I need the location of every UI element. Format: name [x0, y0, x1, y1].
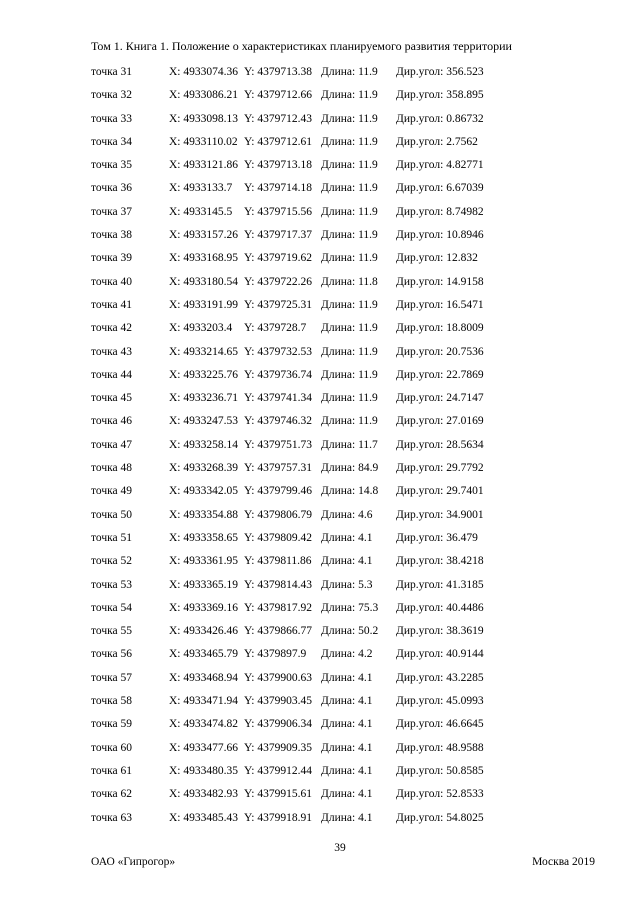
point-x: X: 4933482.93 — [169, 788, 238, 801]
point-row — [91, 320, 611, 343]
point-x: X: 4933485.43 — [169, 811, 238, 824]
point-angle: Дир.угол: 41.3185 — [396, 578, 484, 591]
point-name: точка 42 — [91, 322, 133, 335]
point-y: Y: 4379900.63 — [244, 671, 312, 684]
point-length: Длина: 4.1 — [321, 555, 373, 568]
point-row — [91, 250, 611, 273]
point-row — [91, 367, 611, 390]
point-length: Длина: 11.9 — [321, 322, 378, 335]
point-length: Длина: 14.8 — [321, 485, 379, 498]
point-y: Y: 4379741.34 — [244, 392, 312, 405]
point-y: Y: 4379809.42 — [244, 531, 312, 544]
point-name: точка 44 — [91, 368, 133, 381]
point-angle: Дир.угол: 27.0169 — [396, 415, 484, 428]
point-y: Y: 4379806.79 — [244, 508, 312, 521]
point-x: X: 4933342.05 — [169, 485, 238, 498]
point-name: точка 53 — [91, 578, 133, 591]
point-y: Y: 4379757.31 — [244, 462, 312, 475]
point-angle: Дир.угол: 16.5471 — [396, 298, 484, 311]
point-angle: Дир.угол: 8.74982 — [396, 205, 484, 218]
point-name: точка 41 — [91, 298, 133, 311]
point-x: X: 4933369.16 — [169, 601, 238, 614]
point-name: точка 60 — [91, 741, 133, 754]
point-angle: Дир.угол: 46.6645 — [396, 718, 484, 731]
points-list — [91, 64, 611, 833]
point-row — [91, 530, 611, 553]
point-angle: Дир.угол: 29.7792 — [396, 462, 484, 475]
point-row — [91, 670, 611, 693]
point-x: X: 4933086.21 — [169, 89, 238, 102]
point-angle: Дир.угол: 54.8025 — [396, 811, 484, 824]
point-length: Длина: 4.1 — [321, 531, 373, 544]
point-name: точка 46 — [91, 415, 133, 428]
point-row — [91, 600, 611, 623]
point-x: X: 4933236.71 — [169, 392, 238, 405]
point-angle: Дир.угол: 34.9001 — [396, 508, 484, 521]
point-x: X: 4933133.7 — [169, 182, 233, 195]
point-length: Длина: 4.6 — [321, 508, 373, 521]
point-length: Длина: 75.3 — [321, 601, 379, 614]
point-name: точка 62 — [91, 788, 133, 801]
point-x: X: 4933480.35 — [169, 764, 238, 777]
point-name: точка 33 — [91, 112, 133, 125]
point-row — [91, 786, 611, 809]
point-row — [91, 693, 611, 716]
point-row — [91, 64, 611, 87]
point-name: точка 47 — [91, 438, 133, 451]
point-name: точка 32 — [91, 89, 133, 102]
point-row — [91, 204, 611, 227]
point-name: точка 57 — [91, 671, 133, 684]
point-length: Длина: 11.9 — [321, 345, 378, 358]
point-name: точка 52 — [91, 555, 133, 568]
point-angle: Дир.угол: 14.9158 — [396, 275, 484, 288]
point-y: Y: 4379918.91 — [244, 811, 312, 824]
point-length: Длина: 11.9 — [321, 112, 378, 125]
point-angle: Дир.угол: 40.4486 — [396, 601, 484, 614]
footer-organization: ОАО «Гипрогор» — [91, 856, 176, 868]
point-length: Длина: 11.9 — [321, 229, 378, 242]
point-y: Y: 4379915.61 — [244, 788, 312, 801]
point-angle: Дир.угол: 40.9144 — [396, 648, 484, 661]
point-row — [91, 180, 611, 203]
point-length: Длина: 4.1 — [321, 788, 373, 801]
point-y: Y: 4379903.45 — [244, 695, 312, 708]
point-y: Y: 4379866.77 — [244, 625, 312, 638]
point-y: Y: 4379713.38 — [244, 66, 312, 78]
point-name: точка 51 — [91, 531, 133, 544]
point-length: Длина: 4.1 — [321, 718, 373, 731]
point-y: Y: 4379799.46 — [244, 485, 312, 498]
point-row — [91, 87, 611, 110]
point-name: точка 50 — [91, 508, 133, 521]
point-length: Длина: 11.9 — [321, 368, 378, 381]
point-name: точка 54 — [91, 601, 133, 614]
point-name: точка 36 — [91, 182, 133, 195]
point-row — [91, 111, 611, 134]
point-y: Y: 4379725.31 — [244, 298, 312, 311]
point-y: Y: 4379722.26 — [244, 275, 312, 288]
point-y: Y: 4379714.18 — [244, 182, 312, 195]
point-y: Y: 4379712.66 — [244, 89, 312, 102]
point-angle: Дир.угол: 45.0993 — [396, 695, 484, 708]
point-x: X: 4933203.4 — [169, 322, 233, 335]
point-y: Y: 4379728.7 — [244, 322, 307, 335]
footer-city-year: Москва 2019 — [532, 856, 595, 868]
point-angle: Дир.угол: 4.82771 — [396, 159, 484, 172]
point-x: X: 4933477.66 — [169, 741, 238, 754]
point-x: X: 4933471.94 — [169, 695, 238, 708]
point-name: точка 34 — [91, 135, 133, 148]
point-angle: Дир.угол: 358.895 — [396, 89, 484, 102]
point-row — [91, 437, 611, 460]
point-row — [91, 134, 611, 157]
point-row — [91, 297, 611, 320]
point-y: Y: 4379897.9 — [244, 648, 307, 661]
point-name: точка 56 — [91, 648, 133, 661]
point-name: точка 31 — [91, 66, 133, 78]
point-x: X: 4933268.39 — [169, 462, 238, 475]
point-name: точка 39 — [91, 252, 133, 265]
point-x: X: 4933358.65 — [169, 531, 238, 544]
page-number: 39 — [334, 842, 346, 854]
point-y: Y: 4379814.43 — [244, 578, 312, 591]
point-angle: Дир.угол: 12.832 — [396, 252, 478, 265]
point-length: Длина: 84.9 — [321, 462, 379, 475]
point-angle: Дир.угол: 18.8009 — [396, 322, 484, 335]
point-angle: Дир.угол: 38.3619 — [396, 625, 484, 638]
point-x: X: 4933098.13 — [169, 112, 238, 125]
point-y: Y: 4379732.53 — [244, 345, 312, 358]
point-y: Y: 4379811.86 — [244, 555, 312, 568]
point-length: Длина: 4.1 — [321, 695, 373, 708]
point-length: Длина: 4.2 — [321, 648, 373, 661]
point-x: X: 4933074.36 — [169, 66, 238, 78]
point-y: Y: 4379736.74 — [244, 368, 312, 381]
point-angle: Дир.угол: 2.7562 — [396, 135, 478, 148]
point-y: Y: 4379717.37 — [244, 229, 312, 242]
point-x: X: 4933365.19 — [169, 578, 238, 591]
point-length: Длина: 4.1 — [321, 764, 373, 777]
point-x: X: 4933225.76 — [169, 368, 238, 381]
point-x: X: 4933110.02 — [169, 135, 238, 148]
point-y: Y: 4379712.43 — [244, 112, 312, 125]
point-length: Длина: 11.9 — [321, 135, 378, 148]
point-name: точка 37 — [91, 205, 133, 218]
point-y: Y: 4379751.73 — [244, 438, 312, 451]
point-y: Y: 4379712.61 — [244, 135, 312, 148]
point-y: Y: 4379817.92 — [244, 601, 312, 614]
point-length: Длина: 11.9 — [321, 298, 378, 311]
point-row — [91, 274, 611, 297]
point-x: X: 4933145.5 — [169, 205, 233, 218]
point-name: точка 59 — [91, 718, 133, 731]
point-name: точка 61 — [91, 764, 133, 777]
point-length: Длина: 11.9 — [321, 89, 378, 102]
point-y: Y: 4379713.18 — [244, 159, 312, 172]
point-length: Длина: 11.9 — [321, 159, 378, 172]
point-x: X: 4933258.14 — [169, 438, 238, 451]
point-x: X: 4933180.54 — [169, 275, 238, 288]
point-name: точка 48 — [91, 462, 133, 475]
point-row — [91, 810, 611, 833]
point-row — [91, 740, 611, 763]
point-row — [91, 623, 611, 646]
point-name: точка 55 — [91, 625, 133, 638]
point-angle: Дир.угол: 36.479 — [396, 531, 478, 544]
point-x: X: 4933354.88 — [169, 508, 238, 521]
point-x: X: 4933361.95 — [169, 555, 238, 568]
point-name: точка 58 — [91, 695, 133, 708]
point-length: Длина: 11.9 — [321, 182, 378, 195]
point-y: Y: 4379715.56 — [244, 205, 312, 218]
point-y: Y: 4379746.32 — [244, 415, 312, 428]
point-x: X: 4933474.82 — [169, 718, 238, 731]
point-name: точка 35 — [91, 159, 133, 172]
point-length: Длина: 11.9 — [321, 205, 378, 218]
point-row — [91, 553, 611, 576]
point-y: Y: 4379719.62 — [244, 252, 312, 265]
point-angle: Дир.угол: 52.8533 — [396, 788, 484, 801]
point-x: X: 4933168.95 — [169, 252, 238, 265]
point-y: Y: 4379906.34 — [244, 718, 312, 731]
page-header: Том 1. Книга 1. Положение о характеристиках планируемого развития территории — [91, 39, 512, 53]
point-name: точка 40 — [91, 275, 133, 288]
point-name: точка 63 — [91, 811, 133, 824]
point-row — [91, 227, 611, 250]
point-row — [91, 483, 611, 506]
point-row — [91, 390, 611, 413]
point-x: X: 4933468.94 — [169, 671, 238, 684]
point-length: Длина: 4.1 — [321, 811, 373, 824]
point-row — [91, 413, 611, 436]
point-length: Длина: 11.9 — [321, 392, 378, 405]
point-length: Длина: 4.1 — [321, 741, 373, 754]
point-length: Длина: 11.9 — [321, 66, 378, 78]
point-x: X: 4933121.86 — [169, 159, 238, 172]
point-row — [91, 577, 611, 600]
point-length: Длина: 5.3 — [321, 578, 373, 591]
point-angle: Дир.угол: 48.9588 — [396, 741, 484, 754]
point-row — [91, 716, 611, 739]
point-x: X: 4933191.99 — [169, 298, 238, 311]
point-length: Длина: 11.8 — [321, 275, 378, 288]
point-name: точка 45 — [91, 392, 133, 405]
point-angle: Дир.угол: 43.2285 — [396, 671, 484, 684]
point-angle: Дир.угол: 0.86732 — [396, 112, 484, 125]
point-row — [91, 763, 611, 786]
point-x: X: 4933214.65 — [169, 345, 238, 358]
point-angle: Дир.угол: 22.7869 — [396, 368, 484, 381]
point-name: точка 43 — [91, 345, 133, 358]
point-row — [91, 344, 611, 367]
point-length: Длина: 4.1 — [321, 671, 373, 684]
point-length: Длина: 11.9 — [321, 252, 378, 265]
point-angle: Дир.угол: 20.7536 — [396, 345, 484, 358]
point-angle: Дир.угол: 356.523 — [396, 66, 484, 78]
point-angle: Дир.угол: 50.8585 — [396, 764, 484, 777]
point-y: Y: 4379909.35 — [244, 741, 312, 754]
point-angle: Дир.угол: 10.8946 — [396, 229, 484, 242]
point-length: Длина: 11.7 — [321, 438, 378, 451]
point-angle: Дир.угол: 28.5634 — [396, 438, 484, 451]
point-name: точка 38 — [91, 229, 133, 242]
point-y: Y: 4379912.44 — [244, 764, 312, 777]
point-row — [91, 157, 611, 180]
point-x: X: 4933247.53 — [169, 415, 238, 428]
point-angle: Дир.угол: 29.7401 — [396, 485, 484, 498]
point-length: Длина: 11.9 — [321, 415, 378, 428]
point-x: X: 4933426.46 — [169, 625, 238, 638]
point-angle: Дир.угол: 6.67039 — [396, 182, 484, 195]
point-row — [91, 460, 611, 483]
point-angle: Дир.угол: 24.7147 — [396, 392, 484, 405]
point-length: Длина: 50.2 — [321, 625, 379, 638]
point-x: X: 4933157.26 — [169, 229, 238, 242]
point-row — [91, 646, 611, 669]
point-x: X: 4933465.79 — [169, 648, 238, 661]
point-name: точка 49 — [91, 485, 133, 498]
point-row — [91, 507, 611, 530]
point-angle: Дир.угол: 38.4218 — [396, 555, 484, 568]
